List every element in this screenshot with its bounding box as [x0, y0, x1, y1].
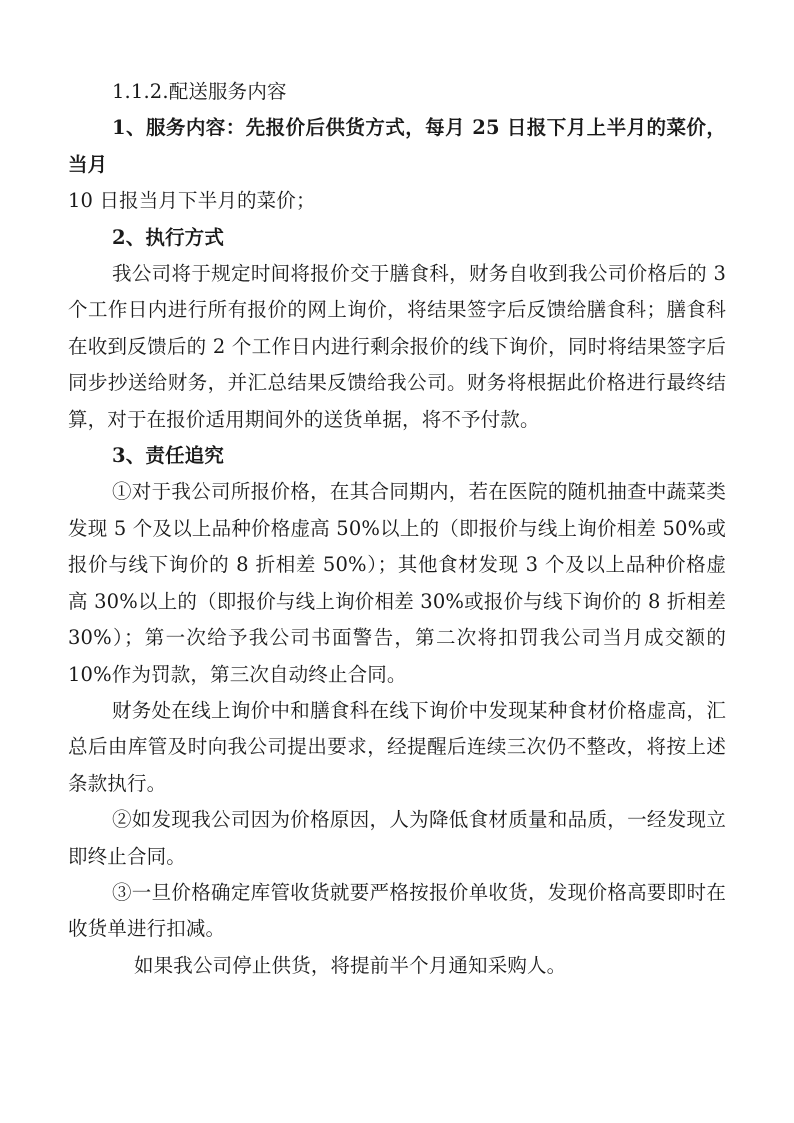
- item-3-clause-1: ①对于我公司所报价格，在其合同期内，若在医院的随机抽查中蔬菜类发现 5 个及以上品种价格虚高 50%以上的（即报价与线上询价相差 50%或报价与线下询价的 8 折相差 50%）；其他食材发现 3 个及以上品种价格虚高 30%以上的（即报价与线上询价相差 30%或报价与线下询价的 8 折相差 30%）；第一次给予我公司书面警告，第二次将扣罚我公司当月成交额的 10%作为罚款，第三次自动终止合同。: [68, 480, 726, 686]
- item-3-clause-1-note: 财务处在线上询价中和膳食科在线下询价中发现某种食材价格虚高，汇总后由库管及时向我公司提出要求，经提醒后连续三次仍不整改，将按上述条款执行。: [68, 698, 726, 795]
- document-body: [68, 74, 726, 984]
- item-3-closing-note: 如果我公司停止供货，将提前半个月通知采购人。: [134, 953, 567, 977]
- item-3-clause-3: ③一旦价格确定库管收货就要严格按报价单收货，发现价格高要即时在收货单进行扣减。: [68, 880, 726, 941]
- item-2-heading: 2、执行方式: [112, 225, 224, 249]
- item-2-body: 我公司将于规定时间将报价交于膳食科，财务自收到我公司价格后的 3 个工作日内进行所有报价的网上询价，将结果签字后反馈给膳食科；膳食科在收到反馈后的 2 个工作日内进行剩余报价的线下询价，同时将结果签字后同步抄送给财务，并汇总结果反馈给我公司。财务将根据此价格进行最终结算，对于在报价适用期间外的送货单据，将不予付款。: [68, 262, 726, 431]
- item-3-clause-2: ②如发现我公司因为价格原因，人为降低食材质量和品质，一经发现立即终止合同。: [68, 808, 726, 868]
- item-1-service-content-continuation: 10 日报当月下半月的菜价；: [68, 189, 316, 213]
- item-1-service-content-label: 1、服务内容：先报价后供货方式，每月 25 日报下月上半月的菜价，当月: [68, 116, 726, 176]
- item-3-heading: 3、责任追究: [112, 444, 224, 468]
- section-heading-1-1-2: 1.1.2.配送服务内容: [112, 80, 287, 103]
